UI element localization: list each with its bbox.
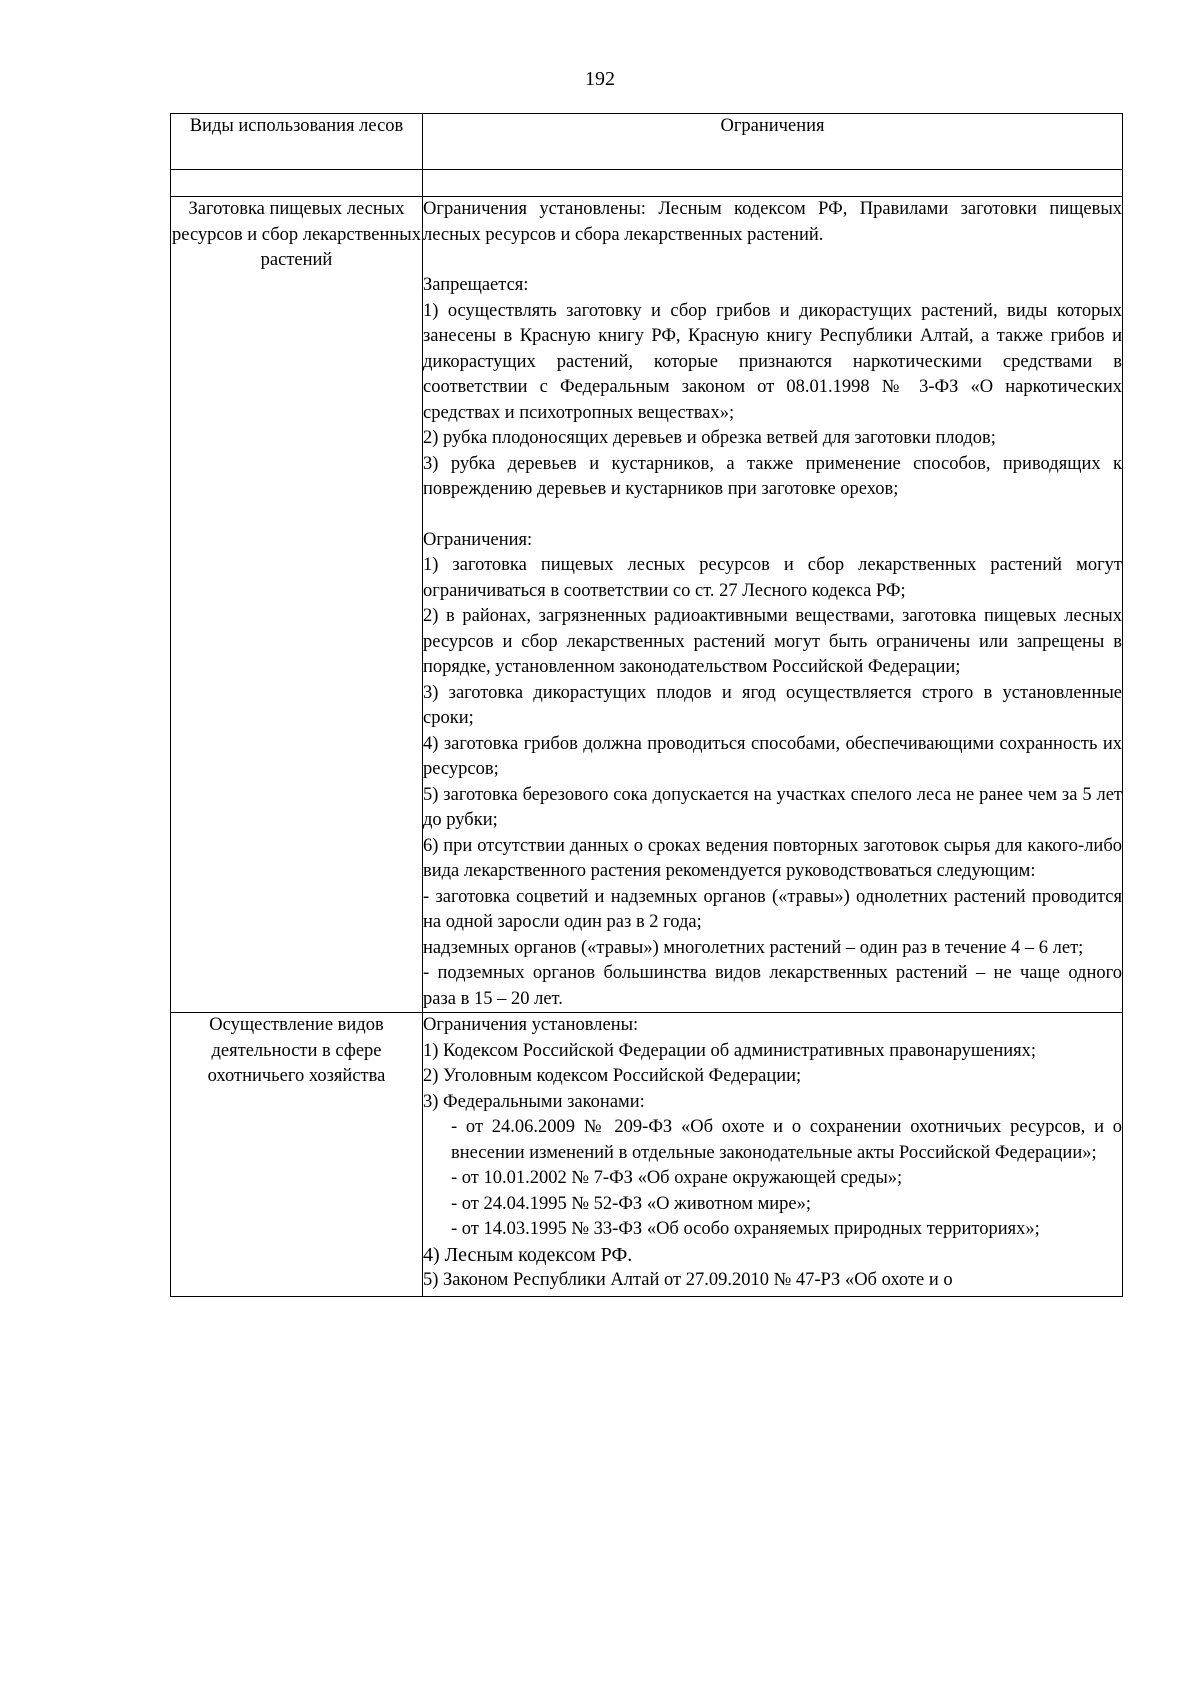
header-forest-use-types: Виды использования лесов (171, 114, 423, 170)
legal-act-item: 1) Кодексом Российской Федерации об административных правонарушениях; (423, 1040, 1037, 1061)
legal-act-item: 2) Уголовным кодексом Российской Федерации; (423, 1066, 802, 1086)
limits-item: 4) заготовка грибов должна проводиться способами, обеспечивающими сохранность их ресурсов; (423, 733, 1122, 779)
federal-law-item: - от 10.01.2002 № 7-ФЗ «Об охране окружающей среды»; (451, 1168, 903, 1188)
limits-item: надземных органов («травы») многолетних растений – один раз в течение 4 – 6 лет; (423, 937, 1084, 958)
prohibited-item: 2) рубка плодоносящих деревьев и обрезка ветвей для заготовки плодов; (423, 428, 996, 448)
limits-heading: Ограничения: (423, 529, 533, 550)
legal-act-item: 5) Законом Республики Алтай от 27.09.2010 № 47-РЗ «Об охоте и о (423, 1270, 953, 1290)
limits-item: 5) заготовка березового сока допускается на участках спелого леса не ранее чем за 5 лет до рубки; (423, 784, 1122, 830)
table-row (171, 1013, 1123, 1297)
forest-use-restrictions-table (170, 113, 1123, 1297)
legal-act-item: 3) Федеральными законами: (423, 1091, 645, 1112)
restrictions-cell (423, 197, 1123, 1013)
table-header-row (171, 114, 1123, 170)
forest-use-type-cell: Заготовка пищевых лесных ресурсов и сбор лекарственных растений (171, 197, 423, 1013)
limits-item: 2) в районах, загрязненных радиоактивными веществами, заготовка пищевых лесных ресурсов и сбор лекарственных растений могут быть ограничены или запрещены в порядке, установленном законодательством Российской Федерации; (423, 606, 1122, 677)
forest-use-type-cell: Осуществление видов деятельности в сфере охотничьего хозяйства (171, 1013, 423, 1297)
limits-item: - подземных органов большинства видов лекарственных растений – не чаще одного раза в 15 – 20 лет. (423, 963, 1122, 1009)
spacer-cell (423, 170, 1123, 197)
legal-act-item: 4) Лесным кодексом РФ. (423, 1243, 633, 1266)
limits-item: 6) при отсутствии данных о сроках ведения повторных заготовок сырья для какого-либо вида лекарственного растения рекомендуется руководствоваться следующим: (423, 835, 1122, 881)
prohibited-item: 3) рубка деревьев и кустарников, а также применение способов, приводящих к повреждению деревьев и кустарников при заготовке орехов; (423, 453, 1122, 499)
federal-law-item: - от 14.03.1995 № 33-ФЗ «Об особо охраняемых природных территориях»; (451, 1219, 1040, 1239)
prohibited-heading: Запрещается: (423, 275, 529, 295)
table-spacer-row (171, 170, 1123, 197)
limits-item: - заготовка соцветий и надземных органов («травы») однолетних растений проводится на одной заросли один раз в 2 года; (423, 886, 1122, 932)
page-number: 192 (585, 68, 615, 90)
table-row (171, 197, 1123, 1013)
federal-law-item: - от 24.06.2009 № 209-ФЗ «Об охоте и о сохранении охотничьих ресурсов, и о внесении изменений в отдельные законодательные акты Российской Федерации»; (451, 1117, 1122, 1163)
spacer-cell (171, 170, 423, 197)
restrictions-intro: Ограничения установлены: (423, 1015, 639, 1035)
header-restrictions: Ограничения (423, 114, 1123, 170)
federal-law-item: - от 24.04.1995 № 52-ФЗ «О животном мире»; (451, 1193, 812, 1214)
restrictions-cell (423, 1013, 1123, 1297)
prohibited-item: 1) осуществлять заготовку и сбор грибов и дикорастущих растений, виды которых занесены в Красную книгу РФ, Красную книгу Республики Алтай, а также грибов и дикорастущих растений, которые признаются наркотическими средствами в соответствии с Федеральным законом от 08.01.1998 № 3-ФЗ «О наркотических средствах и психотропных веществах»; (423, 300, 1122, 423)
limits-item: 1) заготовка пищевых лесных ресурсов и сбор лекарственных растений могут ограничиваться в соответствии со ст. 27 Лесного кодекса РФ; (423, 555, 1122, 601)
limits-item: 3) заготовка дикорастущих плодов и ягод осуществляется строго в установленные сроки; (423, 682, 1122, 728)
restrictions-intro: Ограничения установлены: Лесным кодексом РФ, Правилами заготовки пищевых лесных ресурсов и сбора лекарственных растений. (423, 199, 1122, 245)
